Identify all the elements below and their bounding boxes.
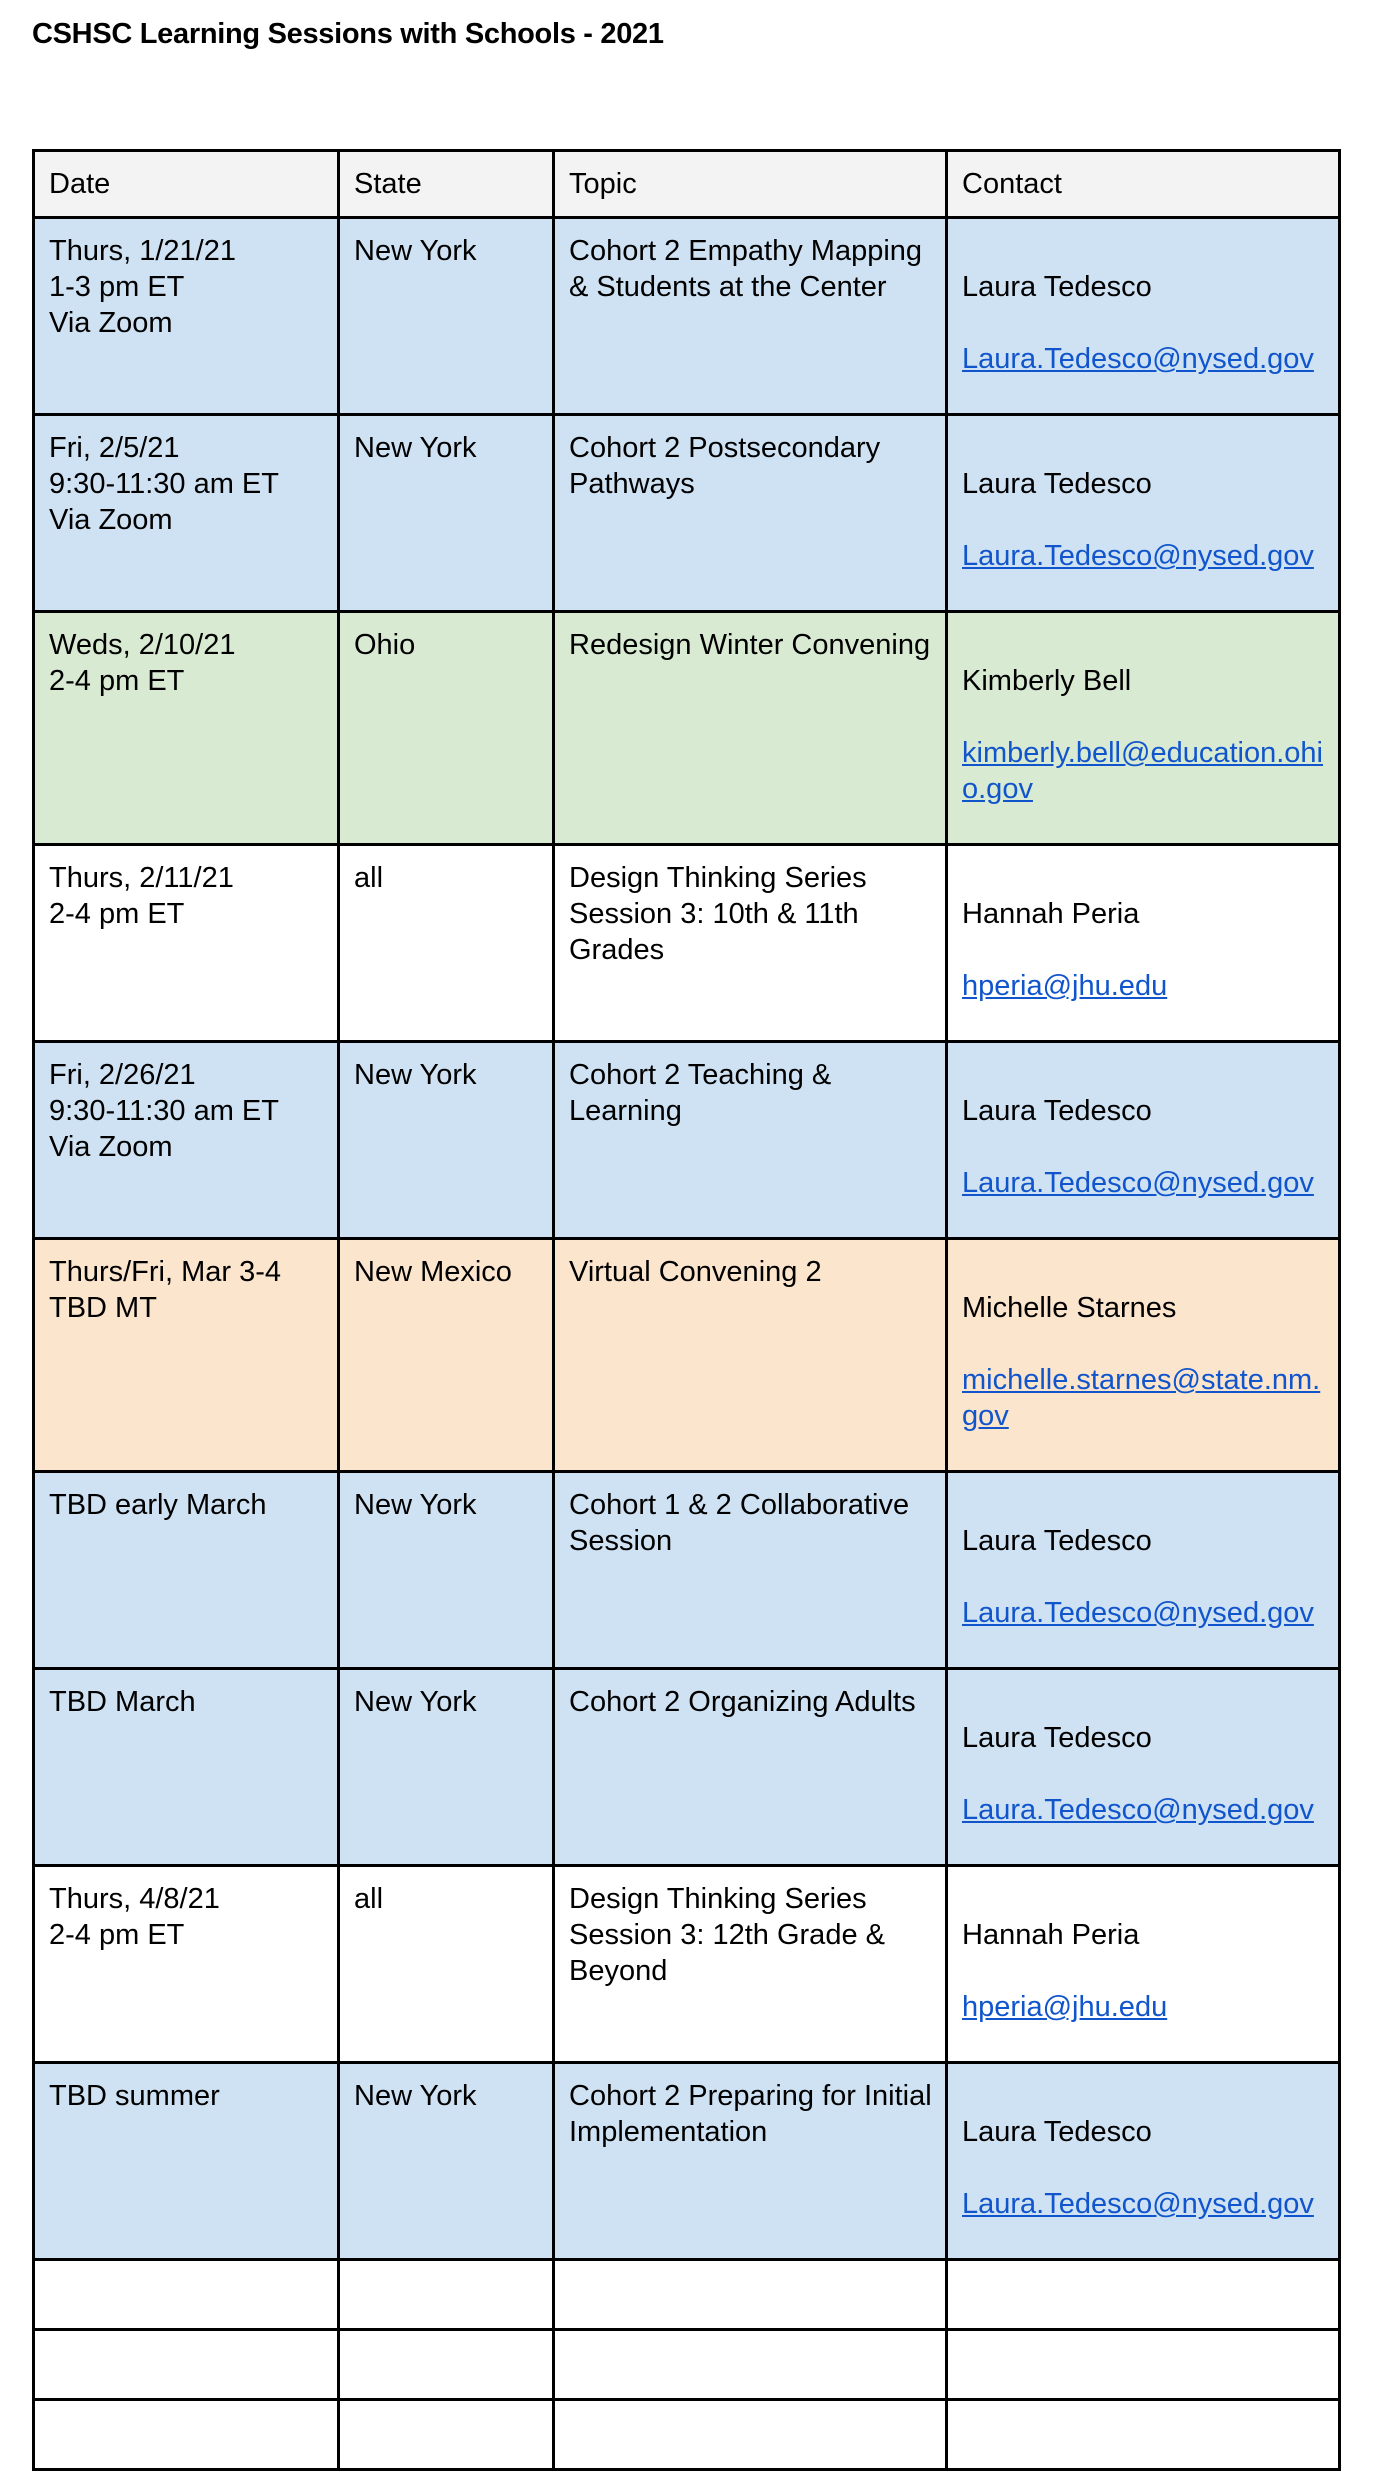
state-cell: New York bbox=[339, 2063, 554, 2260]
table-row bbox=[34, 1669, 1340, 1866]
contact-cell bbox=[947, 845, 1340, 1042]
contact-email-link[interactable]: Laura.Tedesco@nysed.gov bbox=[962, 1597, 1314, 1629]
header-contact: Contact bbox=[947, 151, 1340, 218]
empty-cell bbox=[947, 2260, 1340, 2330]
state-cell: all bbox=[339, 1866, 554, 2063]
contact-cell bbox=[947, 415, 1340, 612]
state-cell: all bbox=[339, 845, 554, 1042]
contact-email-link[interactable]: hperia@jhu.edu bbox=[962, 1991, 1168, 2023]
date-cell: Thurs/Fri, Mar 3-4 TBD MT bbox=[34, 1239, 339, 1472]
contact-cell bbox=[947, 2063, 1340, 2260]
date-cell: Thurs, 1/21/21 1-3 pm ET Via Zoom bbox=[34, 218, 339, 415]
date-cell: Thurs, 2/11/21 2-4 pm ET bbox=[34, 845, 339, 1042]
header-date: Date bbox=[34, 151, 339, 218]
contact-email-link[interactable]: Laura.Tedesco@nysed.gov bbox=[962, 1167, 1314, 1199]
contact-cell bbox=[947, 1042, 1340, 1239]
contact-name: Laura Tedesco bbox=[962, 1722, 1152, 1754]
date-cell: Weds, 2/10/21 2-4 pm ET bbox=[34, 612, 339, 845]
topic-cell: Design Thinking Series Session 3: 10th & 11th Grades bbox=[554, 845, 947, 1042]
table-row bbox=[34, 1042, 1340, 1239]
contact-email-link[interactable]: kimberly.bell@education.ohio.gov bbox=[962, 737, 1323, 805]
empty-table-row bbox=[34, 2400, 1340, 2470]
state-cell: New Mexico bbox=[339, 1239, 554, 1472]
header-state: State bbox=[339, 151, 554, 218]
table-row bbox=[34, 1866, 1340, 2063]
contact-name: Hannah Peria bbox=[962, 1919, 1140, 1951]
table-row bbox=[34, 2063, 1340, 2260]
contact-name: Laura Tedesco bbox=[962, 1095, 1152, 1127]
contact-cell bbox=[947, 1866, 1340, 2063]
table-row bbox=[34, 1472, 1340, 1669]
empty-cell bbox=[947, 2330, 1340, 2400]
document-title: CSHSC Learning Sessions with Schools - 2021 bbox=[32, 18, 664, 50]
empty-cell bbox=[339, 2330, 554, 2400]
empty-cell bbox=[947, 2400, 1340, 2470]
date-cell: TBD summer bbox=[34, 2063, 339, 2260]
state-cell: New York bbox=[339, 1042, 554, 1239]
contact-cell bbox=[947, 218, 1340, 415]
contact-email-link[interactable]: Laura.Tedesco@nysed.gov bbox=[962, 540, 1314, 572]
topic-cell: Cohort 2 Postsecondary Pathways bbox=[554, 415, 947, 612]
state-cell: Ohio bbox=[339, 612, 554, 845]
empty-cell bbox=[34, 2330, 339, 2400]
contact-email-link[interactable]: hperia@jhu.edu bbox=[962, 970, 1168, 1002]
empty-cell bbox=[34, 2400, 339, 2470]
date-cell: Fri, 2/5/21 9:30-11:30 am ET Via Zoom bbox=[34, 415, 339, 612]
table-row bbox=[34, 1239, 1340, 1472]
date-cell: TBD March bbox=[34, 1669, 339, 1866]
date-cell: Fri, 2/26/21 9:30-11:30 am ET Via Zoom bbox=[34, 1042, 339, 1239]
topic-cell: Cohort 2 Organizing Adults bbox=[554, 1669, 947, 1866]
contact-name: Laura Tedesco bbox=[962, 1525, 1152, 1557]
table-row bbox=[34, 612, 1340, 845]
contact-email-link[interactable]: Laura.Tedesco@nysed.gov bbox=[962, 2188, 1314, 2220]
state-cell: New York bbox=[339, 1669, 554, 1866]
table-row bbox=[34, 415, 1340, 612]
empty-table-row bbox=[34, 2330, 1340, 2400]
contact-name: Laura Tedesco bbox=[962, 2116, 1152, 2148]
contact-cell bbox=[947, 1239, 1340, 1472]
contact-name: Laura Tedesco bbox=[962, 468, 1152, 500]
table-row bbox=[34, 845, 1340, 1042]
topic-cell: Design Thinking Series Session 3: 12th Grade & Beyond bbox=[554, 1866, 947, 2063]
topic-cell: Virtual Convening 2 bbox=[554, 1239, 947, 1472]
state-cell: New York bbox=[339, 1472, 554, 1669]
table-row bbox=[34, 218, 1340, 415]
empty-cell bbox=[554, 2400, 947, 2470]
contact-name: Hannah Peria bbox=[962, 898, 1140, 930]
contact-cell bbox=[947, 1669, 1340, 1866]
empty-cell bbox=[34, 2260, 339, 2330]
header-topic: Topic bbox=[554, 151, 947, 218]
contact-email-link[interactable]: Laura.Tedesco@nysed.gov bbox=[962, 1794, 1314, 1826]
date-cell: Thurs, 4/8/21 2-4 pm ET bbox=[34, 1866, 339, 2063]
state-cell: New York bbox=[339, 415, 554, 612]
sessions-table bbox=[32, 149, 1341, 2471]
contact-name: Michelle Starnes bbox=[962, 1292, 1177, 1324]
empty-table-row bbox=[34, 2260, 1340, 2330]
topic-cell: Cohort 2 Preparing for Initial Implementation bbox=[554, 2063, 947, 2260]
empty-cell bbox=[554, 2260, 947, 2330]
contact-cell bbox=[947, 1472, 1340, 1669]
contact-email-link[interactable]: Laura.Tedesco@nysed.gov bbox=[962, 343, 1314, 375]
state-cell: New York bbox=[339, 218, 554, 415]
empty-cell bbox=[339, 2260, 554, 2330]
empty-cell bbox=[339, 2400, 554, 2470]
topic-cell: Cohort 2 Empathy Mapping & Students at the Center bbox=[554, 218, 947, 415]
contact-name: Kimberly Bell bbox=[962, 665, 1132, 697]
table-header-row bbox=[34, 151, 1340, 218]
date-cell: TBD early March bbox=[34, 1472, 339, 1669]
contact-cell bbox=[947, 612, 1340, 845]
topic-cell: Cohort 2 Teaching & Learning bbox=[554, 1042, 947, 1239]
topic-cell: Redesign Winter Convening bbox=[554, 612, 947, 845]
contact-email-link[interactable]: michelle.starnes@state.nm.gov bbox=[962, 1364, 1321, 1432]
topic-cell: Cohort 1 & 2 Collaborative Session bbox=[554, 1472, 947, 1669]
contact-name: Laura Tedesco bbox=[962, 271, 1152, 303]
empty-cell bbox=[554, 2330, 947, 2400]
